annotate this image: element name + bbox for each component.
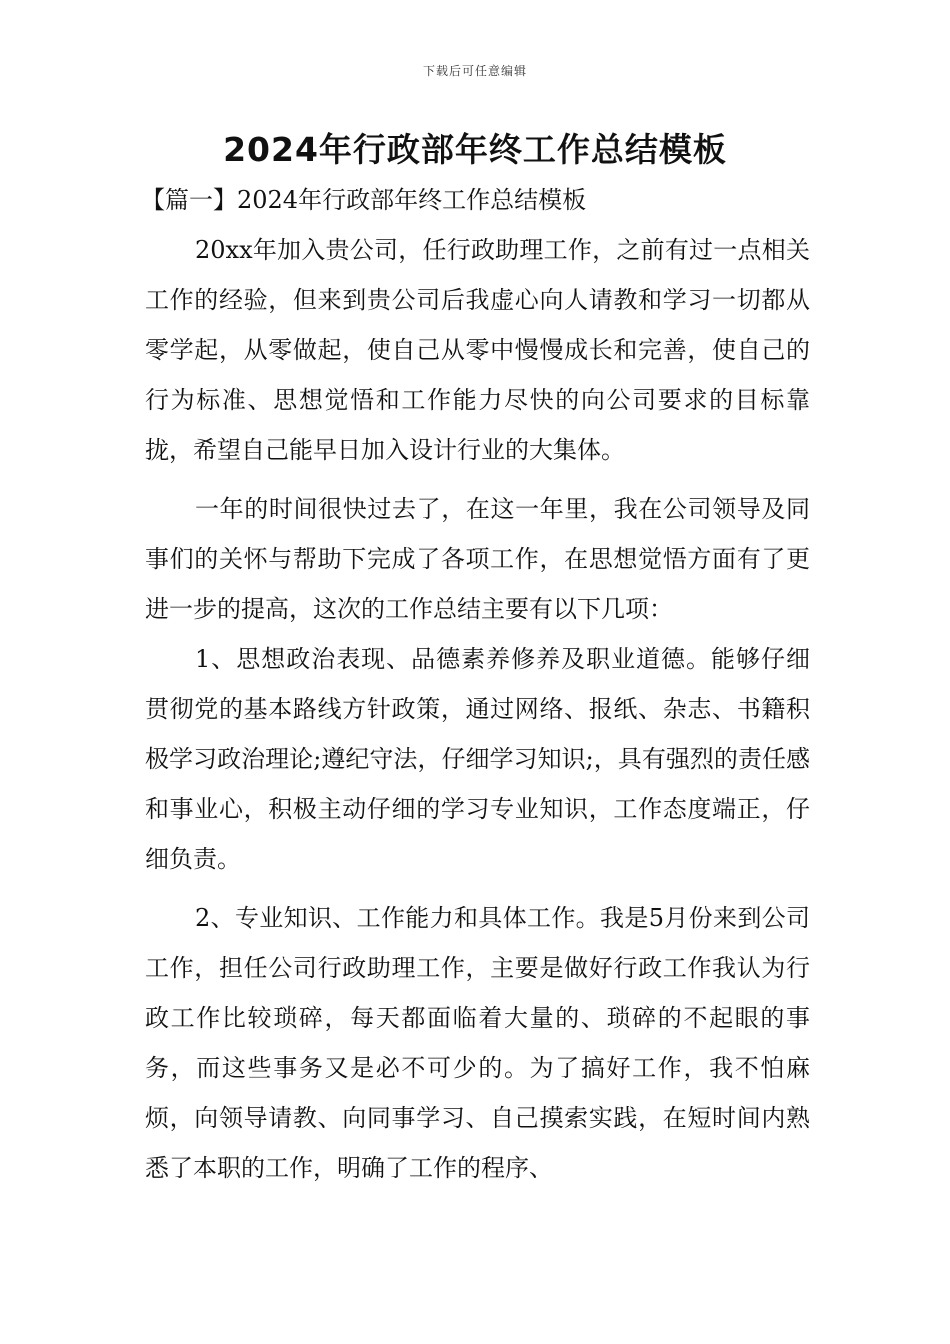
paragraph-item-2: 2、专业知识、工作能力和具体工作。我是5月份来到公司工作，担任公司行政助理工作，主要是做好行政工作我认为行政工作比较琐碎，每天都面临着大量的、琐碎的不起眼的事务，而这些事务又是必不可少的。为了搞好工作，我不怕麻烦，向领导请教、向同事学习、自己摸索实践，在短时间内熟悉了本职的工作，明确了工作的程序、 [145, 904, 810, 1182]
paragraph-gap [145, 884, 810, 893]
document-title: 2024年行政部年终工作总结模板 [223, 130, 727, 169]
paragraph-intro: 20xx年加入贵公司，任行政助理工作，之前有过一点相关工作的经验，但来到贵公司后我虚心向人请教和学习一切都从零学起，从零做起，使自己从零中慢慢成长和完善，使自己的行为标准、思想觉悟和工作能力尽快的向公司要求的目标靠拢，希望自己能早日加入设计行业的大集体。 [145, 236, 810, 464]
section-heading: 【篇一】2024年行政部年终工作总结模板 [141, 186, 587, 214]
paragraph-item-1: 1、思想政治表现、品德素养修养及职业道德。能够仔细贯彻党的基本路线方针政策，通过网络、报纸、杂志、书籍积极学习政治理论;遵纪守法，仔细学习知识;，具有强烈的责任感和事业心，积极主动仔细的学习专业知识，工作态度端正，仔细负责。 [145, 645, 810, 873]
paragraph-summary: 一年的时间很快过去了，在这一年里，我在公司领导及同事们的关怀与帮助下完成了各项工作，在思想觉悟方面有了更进一步的提高，这次的工作总结主要有以下几项： [145, 495, 810, 623]
paragraph-gap [145, 475, 810, 484]
document-body [141, 175, 810, 1193]
header-note: 下载后可任意编辑 [422, 64, 527, 78]
